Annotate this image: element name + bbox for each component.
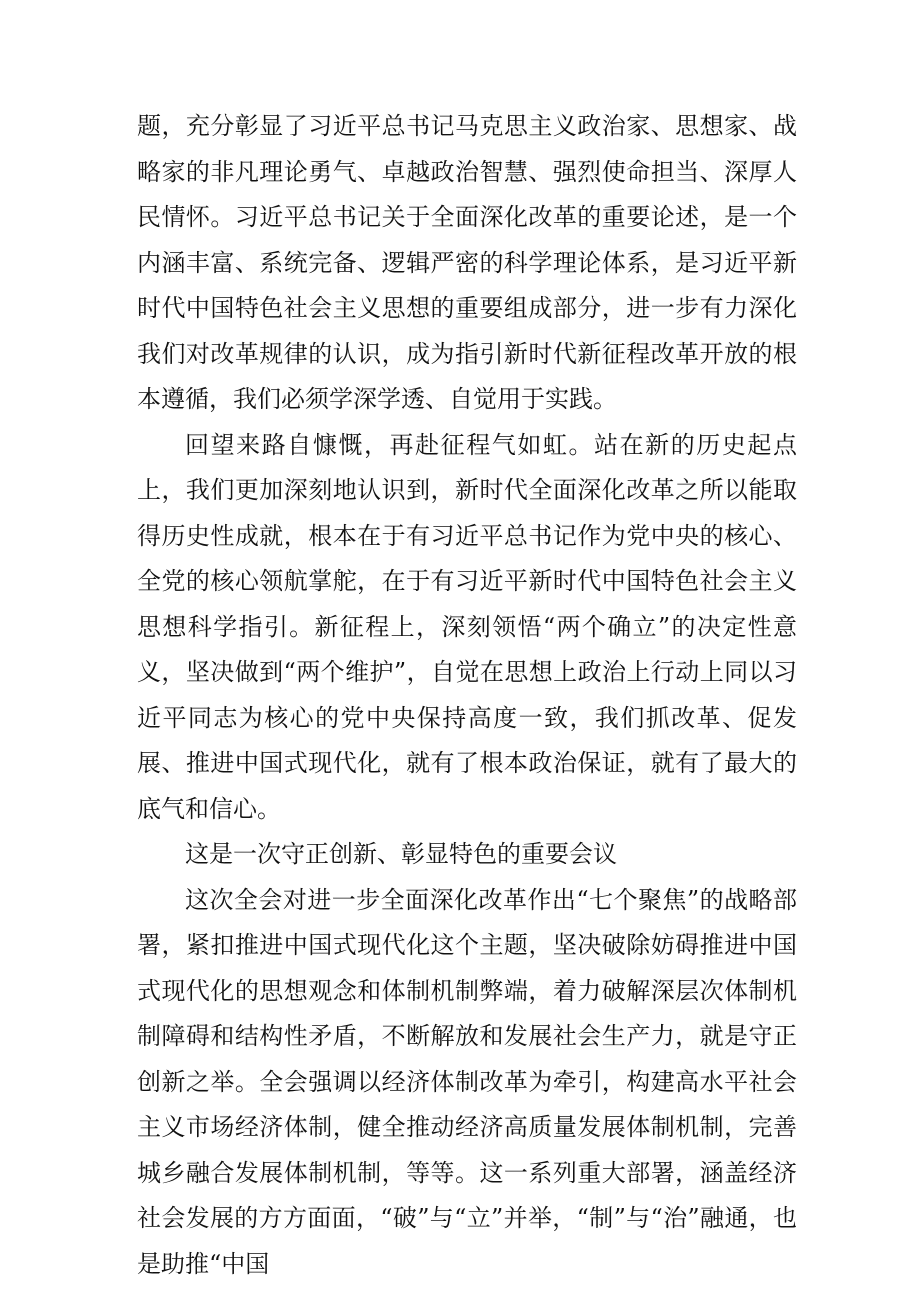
section-heading: 这是一次守正创新、彰显特色的重要会议 bbox=[185, 840, 617, 868]
paragraph-review: 回望来路自慷慨，再赴征程气如虹。站在新的历史起点上，我们更加深刻地认识到，新时代全面深化改革之所以能取得历史性成就，根本在于有习近平总书记作为党中央的核心、全党的核心领航掌舵，在于有习近平新时代中国特色社会主义思想科学指引。新征程上，深刻领悟“两个确立”的决定性意义，坚决做到“两个维护”，自觉在思想上政治上行动上同以习近平同志为核心的党中央保持高度一致，我们抓改革、促发展、推进中国式现代化，就有了根本政治保证，就有了最大的底气和信心。 bbox=[137, 430, 797, 823]
document-body bbox=[137, 104, 797, 1287]
paragraph-section: 这次全会对进一步全面深化改革作出“七个聚焦”的战略部署，紧扣推进中国式现代化这个主题，坚决破除妨碍推进中国式现代化的思想观念和体制机制弊端，着力破解深层次体制机制障碍和结构性矛盾，不断解放和发展社会生产力，就是守正创新之举。全会强调以经济体制改革为牵引，构建高水平社会主义市场经济体制，健全推动经济高质量发展体制机制，完善城乡融合发展体制机制，等等。这一系列重大部署，涵盖经济社会发展的方方面面，“破”与“立”并举，“制”与“治”融通，也是助推“中国 bbox=[137, 885, 797, 1278]
paragraph-continued: 题，充分彰显了习近平总书记马克思主义政治家、思想家、战略家的非凡理论勇气、卓越政治智慧、强烈使命担当、深厚人民情怀。习近平总书记关于全面深化改革的重要论述，是一个内涵丰富、系统完备、逻辑严密的科学理论体系，是习近平新时代中国特色社会主义思想的重要组成部分，进一步有力深化我们对改革规律的认识，成为指引新时代新征程改革开放的根本遵循，我们必须学深学透、自觉用于实践。 bbox=[137, 112, 797, 413]
